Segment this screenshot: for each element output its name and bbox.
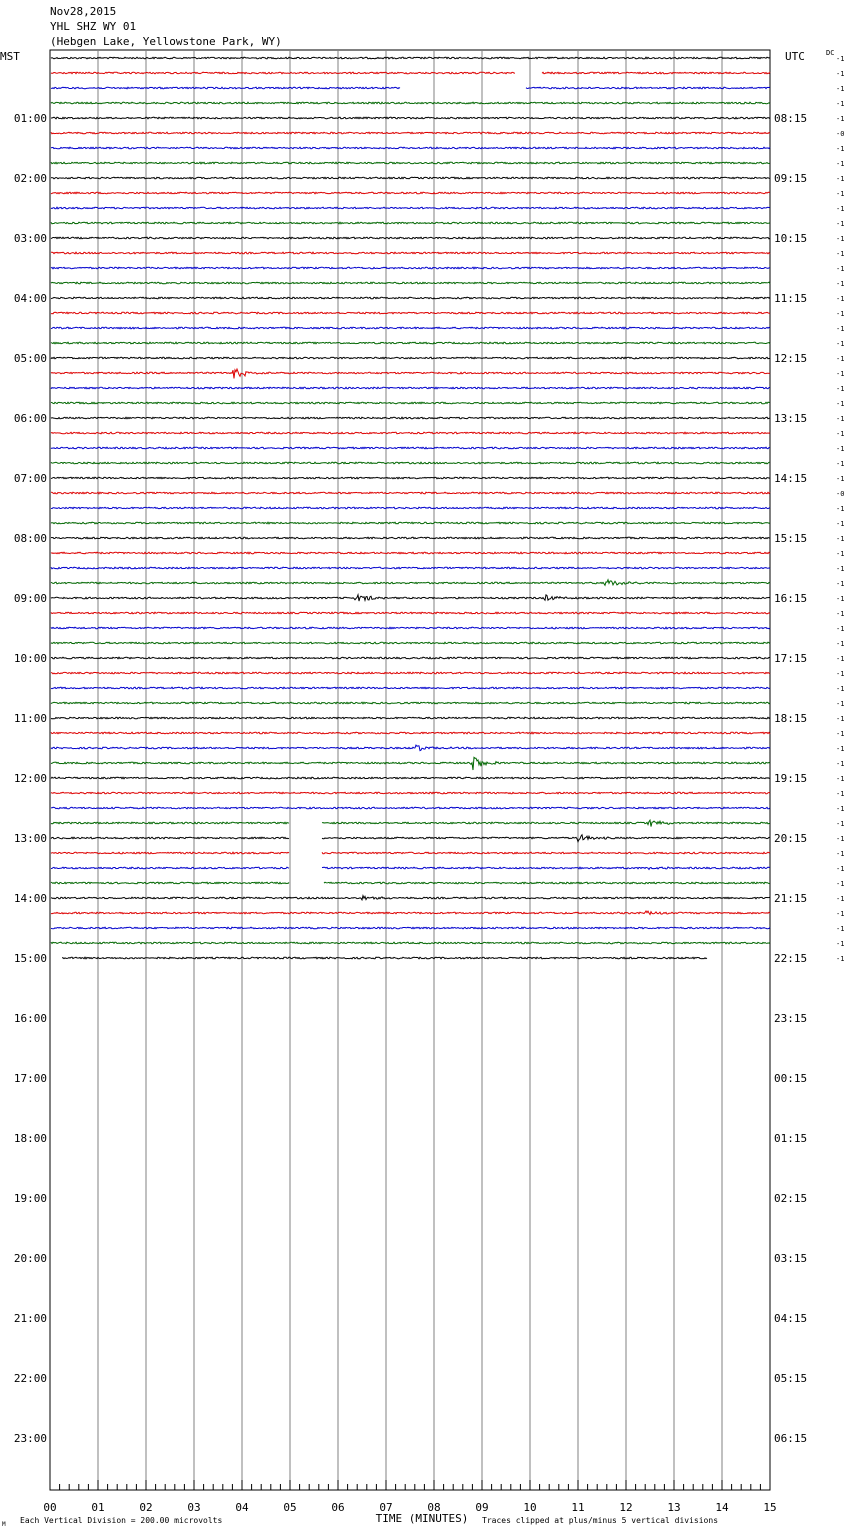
row-offset-label: -1 xyxy=(836,415,845,423)
seismic-trace xyxy=(51,462,770,464)
row-offset-label: -1 xyxy=(836,430,845,438)
row-offset-label: -1 xyxy=(836,580,845,588)
seismic-trace xyxy=(51,672,770,674)
seismic-trace xyxy=(51,57,770,59)
row-offset-label: -1 xyxy=(836,700,845,708)
row-offset-label: -1 xyxy=(836,160,845,168)
right-hour-label: 19:15 xyxy=(774,772,808,785)
seismic-trace xyxy=(51,477,770,479)
left-hour-label: 15:00 xyxy=(13,952,47,965)
x-axis-title: TIME (MINUTES) xyxy=(375,1512,469,1525)
seismic-trace xyxy=(51,207,770,209)
seismic-trace xyxy=(51,852,770,854)
row-offset-label: -1 xyxy=(836,355,845,363)
seismic-trace xyxy=(51,732,770,734)
row-offset-label: -1 xyxy=(836,715,845,723)
row-offset-label: -1 xyxy=(836,70,845,78)
row-offset-label: -1 xyxy=(836,625,845,633)
row-offset-label: -1 xyxy=(836,475,845,483)
row-offset-label: -1 xyxy=(836,295,845,303)
left-hour-label: 02:00 xyxy=(13,172,47,185)
right-hour-label: 15:15 xyxy=(774,532,808,545)
left-hour-label: 03:00 xyxy=(13,232,47,245)
station-label: YHL SHZ WY 01 xyxy=(50,20,137,33)
location-label: (Hebgen Lake, Yellowstone Park, WY) xyxy=(50,35,282,48)
row-offset-label: -1 xyxy=(836,55,845,63)
row-offset-label: -0 xyxy=(836,130,845,138)
row-offset-label: -1 xyxy=(836,460,845,468)
mst-label: MST xyxy=(0,50,20,63)
seismic-trace xyxy=(51,432,770,434)
left-hour-label: 06:00 xyxy=(13,412,47,425)
row-offset-label: -1 xyxy=(836,730,845,738)
right-hour-label: 09:15 xyxy=(774,172,808,185)
row-offset-label: -1 xyxy=(836,550,845,558)
seismic-trace xyxy=(51,792,770,794)
seismic-trace xyxy=(51,369,770,378)
row-offset-label: -1 xyxy=(836,610,845,618)
x-tick-label: 01 xyxy=(91,1501,105,1514)
row-offset-label: -1 xyxy=(836,325,845,333)
left-hour-label: 11:00 xyxy=(13,712,47,725)
x-tick-label: 12 xyxy=(619,1501,633,1514)
row-offset-label: -1 xyxy=(836,565,845,573)
seismic-trace xyxy=(51,327,770,329)
seismic-trace xyxy=(51,402,770,404)
row-offset-label: -1 xyxy=(836,400,845,408)
x-tick-label: 11 xyxy=(571,1501,585,1514)
seismic-trace xyxy=(51,580,770,586)
left-hour-label: 13:00 xyxy=(13,832,47,845)
seismic-trace xyxy=(51,942,770,944)
right-hour-label: 23:15 xyxy=(774,1012,808,1025)
x-tick-label: 04 xyxy=(235,1501,249,1514)
row-offset-label: -0 xyxy=(836,490,845,498)
seismic-trace xyxy=(51,657,770,659)
left-hour-label: 22:00 xyxy=(13,1372,47,1385)
seismic-trace xyxy=(51,447,770,449)
seismic-trace xyxy=(51,820,770,826)
seismic-trace xyxy=(51,222,770,224)
seismic-trace xyxy=(51,896,770,900)
seismic-trace xyxy=(51,417,770,419)
left-hour-label: 21:00 xyxy=(13,1312,47,1325)
row-offset-label: -1 xyxy=(836,955,845,963)
right-hour-label: 21:15 xyxy=(774,892,808,905)
seismic-trace xyxy=(51,87,770,89)
plot-frame xyxy=(50,50,770,1490)
left-hour-label: 01:00 xyxy=(13,112,47,125)
seismic-trace xyxy=(51,387,770,389)
row-offset-label: -1 xyxy=(836,175,845,183)
seismic-trace xyxy=(51,835,770,842)
row-offset-label: -1 xyxy=(836,310,845,318)
right-hour-label: 03:15 xyxy=(774,1252,808,1265)
seismic-trace xyxy=(51,702,770,704)
left-hour-label: 09:00 xyxy=(13,592,47,605)
row-offset-label: -1 xyxy=(836,250,845,258)
row-offset-label: -1 xyxy=(836,745,845,753)
row-offset-label: -1 xyxy=(836,760,845,768)
x-tick-label: 09 xyxy=(475,1501,489,1514)
right-hour-label: 18:15 xyxy=(774,712,808,725)
x-tick-label: 06 xyxy=(331,1501,345,1514)
seismic-trace xyxy=(51,162,770,164)
right-hour-label: 14:15 xyxy=(774,472,808,485)
row-offset-label: -1 xyxy=(836,505,845,513)
right-hour-label: 01:15 xyxy=(774,1132,808,1145)
row-offset-label: -1 xyxy=(836,865,845,873)
left-hour-label: 10:00 xyxy=(13,652,47,665)
row-offset-label: -1 xyxy=(836,100,845,108)
left-hour-label: 12:00 xyxy=(13,772,47,785)
seismic-trace xyxy=(51,807,770,809)
row-offset-label: -1 xyxy=(836,340,845,348)
row-offset-label: -1 xyxy=(836,805,845,813)
right-hour-label: 13:15 xyxy=(774,412,808,425)
left-hour-label: 07:00 xyxy=(13,472,47,485)
right-hour-label: 06:15 xyxy=(774,1432,808,1445)
row-offset-label: -1 xyxy=(836,670,845,678)
utc-label: UTC xyxy=(785,50,805,63)
left-hour-label: 19:00 xyxy=(13,1192,47,1205)
seismic-trace xyxy=(51,687,770,689)
seismic-trace xyxy=(51,312,770,314)
seismic-trace xyxy=(51,627,770,629)
row-offset-label: -1 xyxy=(836,925,845,933)
seismic-trace xyxy=(51,192,770,194)
x-tick-label: 00 xyxy=(43,1501,57,1514)
row-offset-label: -1 xyxy=(836,775,845,783)
x-tick-label: 03 xyxy=(187,1501,201,1514)
seismic-trace xyxy=(51,745,770,751)
right-hour-label: 10:15 xyxy=(774,232,808,245)
x-tick-label: 14 xyxy=(715,1501,729,1514)
row-offset-label: -1 xyxy=(836,220,845,228)
seismic-trace xyxy=(51,537,770,539)
seismic-trace xyxy=(51,777,770,779)
seismic-trace xyxy=(51,147,770,149)
row-offset-label: -1 xyxy=(836,655,845,663)
seismic-trace xyxy=(51,882,770,884)
seismic-trace xyxy=(51,357,770,359)
row-offset-label: -1 xyxy=(836,685,845,693)
right-hour-label: 00:15 xyxy=(774,1072,808,1085)
right-hour-label: 12:15 xyxy=(774,352,808,365)
row-offset-label: -1 xyxy=(836,370,845,378)
row-offset-label: -1 xyxy=(836,145,845,153)
left-hour-label: 17:00 xyxy=(13,1072,47,1085)
seismic-trace xyxy=(51,552,770,554)
right-hour-label: 05:15 xyxy=(774,1372,808,1385)
row-offset-label: -1 xyxy=(836,205,845,213)
x-tick-label: 15 xyxy=(763,1501,777,1514)
row-offset-label: -1 xyxy=(836,115,845,123)
row-offset-label: -1 xyxy=(836,640,845,648)
seismic-trace xyxy=(51,612,770,614)
seismic-trace xyxy=(62,957,707,959)
right-hour-label: 17:15 xyxy=(774,652,808,665)
row-offset-label: -1 xyxy=(836,85,845,93)
seismic-trace xyxy=(51,911,770,915)
left-hour-label: 23:00 xyxy=(13,1432,47,1445)
x-tick-label: 10 xyxy=(523,1501,537,1514)
seismic-trace xyxy=(51,72,770,74)
right-hour-label: 02:15 xyxy=(774,1192,808,1205)
seismic-trace xyxy=(51,237,770,239)
right-hour-label: 22:15 xyxy=(774,952,808,965)
right-hour-label: 04:15 xyxy=(774,1312,808,1325)
right-hour-label: 20:15 xyxy=(774,832,808,845)
seismic-trace xyxy=(51,282,770,284)
x-tick-label: 02 xyxy=(139,1501,153,1514)
clip-note: Traces clipped at plus/minus 5 vertical divisions xyxy=(482,1516,719,1525)
seismic-trace xyxy=(51,595,770,601)
seismic-trace xyxy=(51,717,770,719)
seismic-trace xyxy=(51,177,770,179)
x-tick-label: 05 xyxy=(283,1501,297,1514)
left-hour-label: 04:00 xyxy=(13,292,47,305)
x-tick-label: 07 xyxy=(379,1501,393,1514)
left-hour-label: 14:00 xyxy=(13,892,47,905)
seismic-trace xyxy=(51,522,770,524)
seismic-trace xyxy=(51,117,770,119)
row-offset-label: -1 xyxy=(836,895,845,903)
row-offset-label: -1 xyxy=(836,235,845,243)
row-offset-label: -1 xyxy=(836,820,845,828)
seismic-trace xyxy=(51,507,770,509)
dc-label: DC xyxy=(826,49,835,57)
row-offset-label: -1 xyxy=(836,790,845,798)
row-offset-label: -1 xyxy=(836,445,845,453)
row-offset-label: -1 xyxy=(836,280,845,288)
seismic-trace xyxy=(51,927,770,929)
x-tick-label: 08 xyxy=(427,1501,441,1514)
row-offset-label: -1 xyxy=(836,190,845,198)
seismic-trace xyxy=(51,342,770,344)
row-offset-label: -1 xyxy=(836,940,845,948)
row-offset-label: -1 xyxy=(836,835,845,843)
seismic-trace xyxy=(51,567,770,569)
row-offset-label: -1 xyxy=(836,595,845,603)
scale-note: Each Vertical Division = 200.00 microvolts xyxy=(20,1516,223,1525)
right-hour-label: 11:15 xyxy=(774,292,808,305)
row-offset-label: -1 xyxy=(836,880,845,888)
seismic-trace xyxy=(51,267,770,269)
left-hour-label: 20:00 xyxy=(13,1252,47,1265)
row-offset-label: -1 xyxy=(836,520,845,528)
right-hour-label: 16:15 xyxy=(774,592,808,605)
seismic-trace xyxy=(51,492,770,494)
row-offset-label: -1 xyxy=(836,265,845,273)
seismic-trace xyxy=(51,297,770,299)
row-offset-label: -1 xyxy=(836,910,845,918)
seismic-trace xyxy=(51,102,770,104)
seismic-trace xyxy=(51,867,770,870)
row-offset-label: -1 xyxy=(836,535,845,543)
left-hour-label: 08:00 xyxy=(13,532,47,545)
right-hour-label: 08:15 xyxy=(774,112,808,125)
date-label: Nov28,2015 xyxy=(50,5,117,18)
seismic-trace xyxy=(51,252,770,254)
left-hour-label: 05:00 xyxy=(13,352,47,365)
corner-mark: M xyxy=(2,1521,6,1528)
left-hour-label: 16:00 xyxy=(13,1012,47,1025)
row-offset-label: -1 xyxy=(836,850,845,858)
row-offset-label: -1 xyxy=(836,385,845,393)
seismic-trace xyxy=(51,642,770,644)
seismic-trace xyxy=(51,132,770,134)
seismic-trace xyxy=(51,757,770,770)
left-hour-label: 18:00 xyxy=(13,1132,47,1145)
x-tick-label: 13 xyxy=(667,1501,681,1514)
